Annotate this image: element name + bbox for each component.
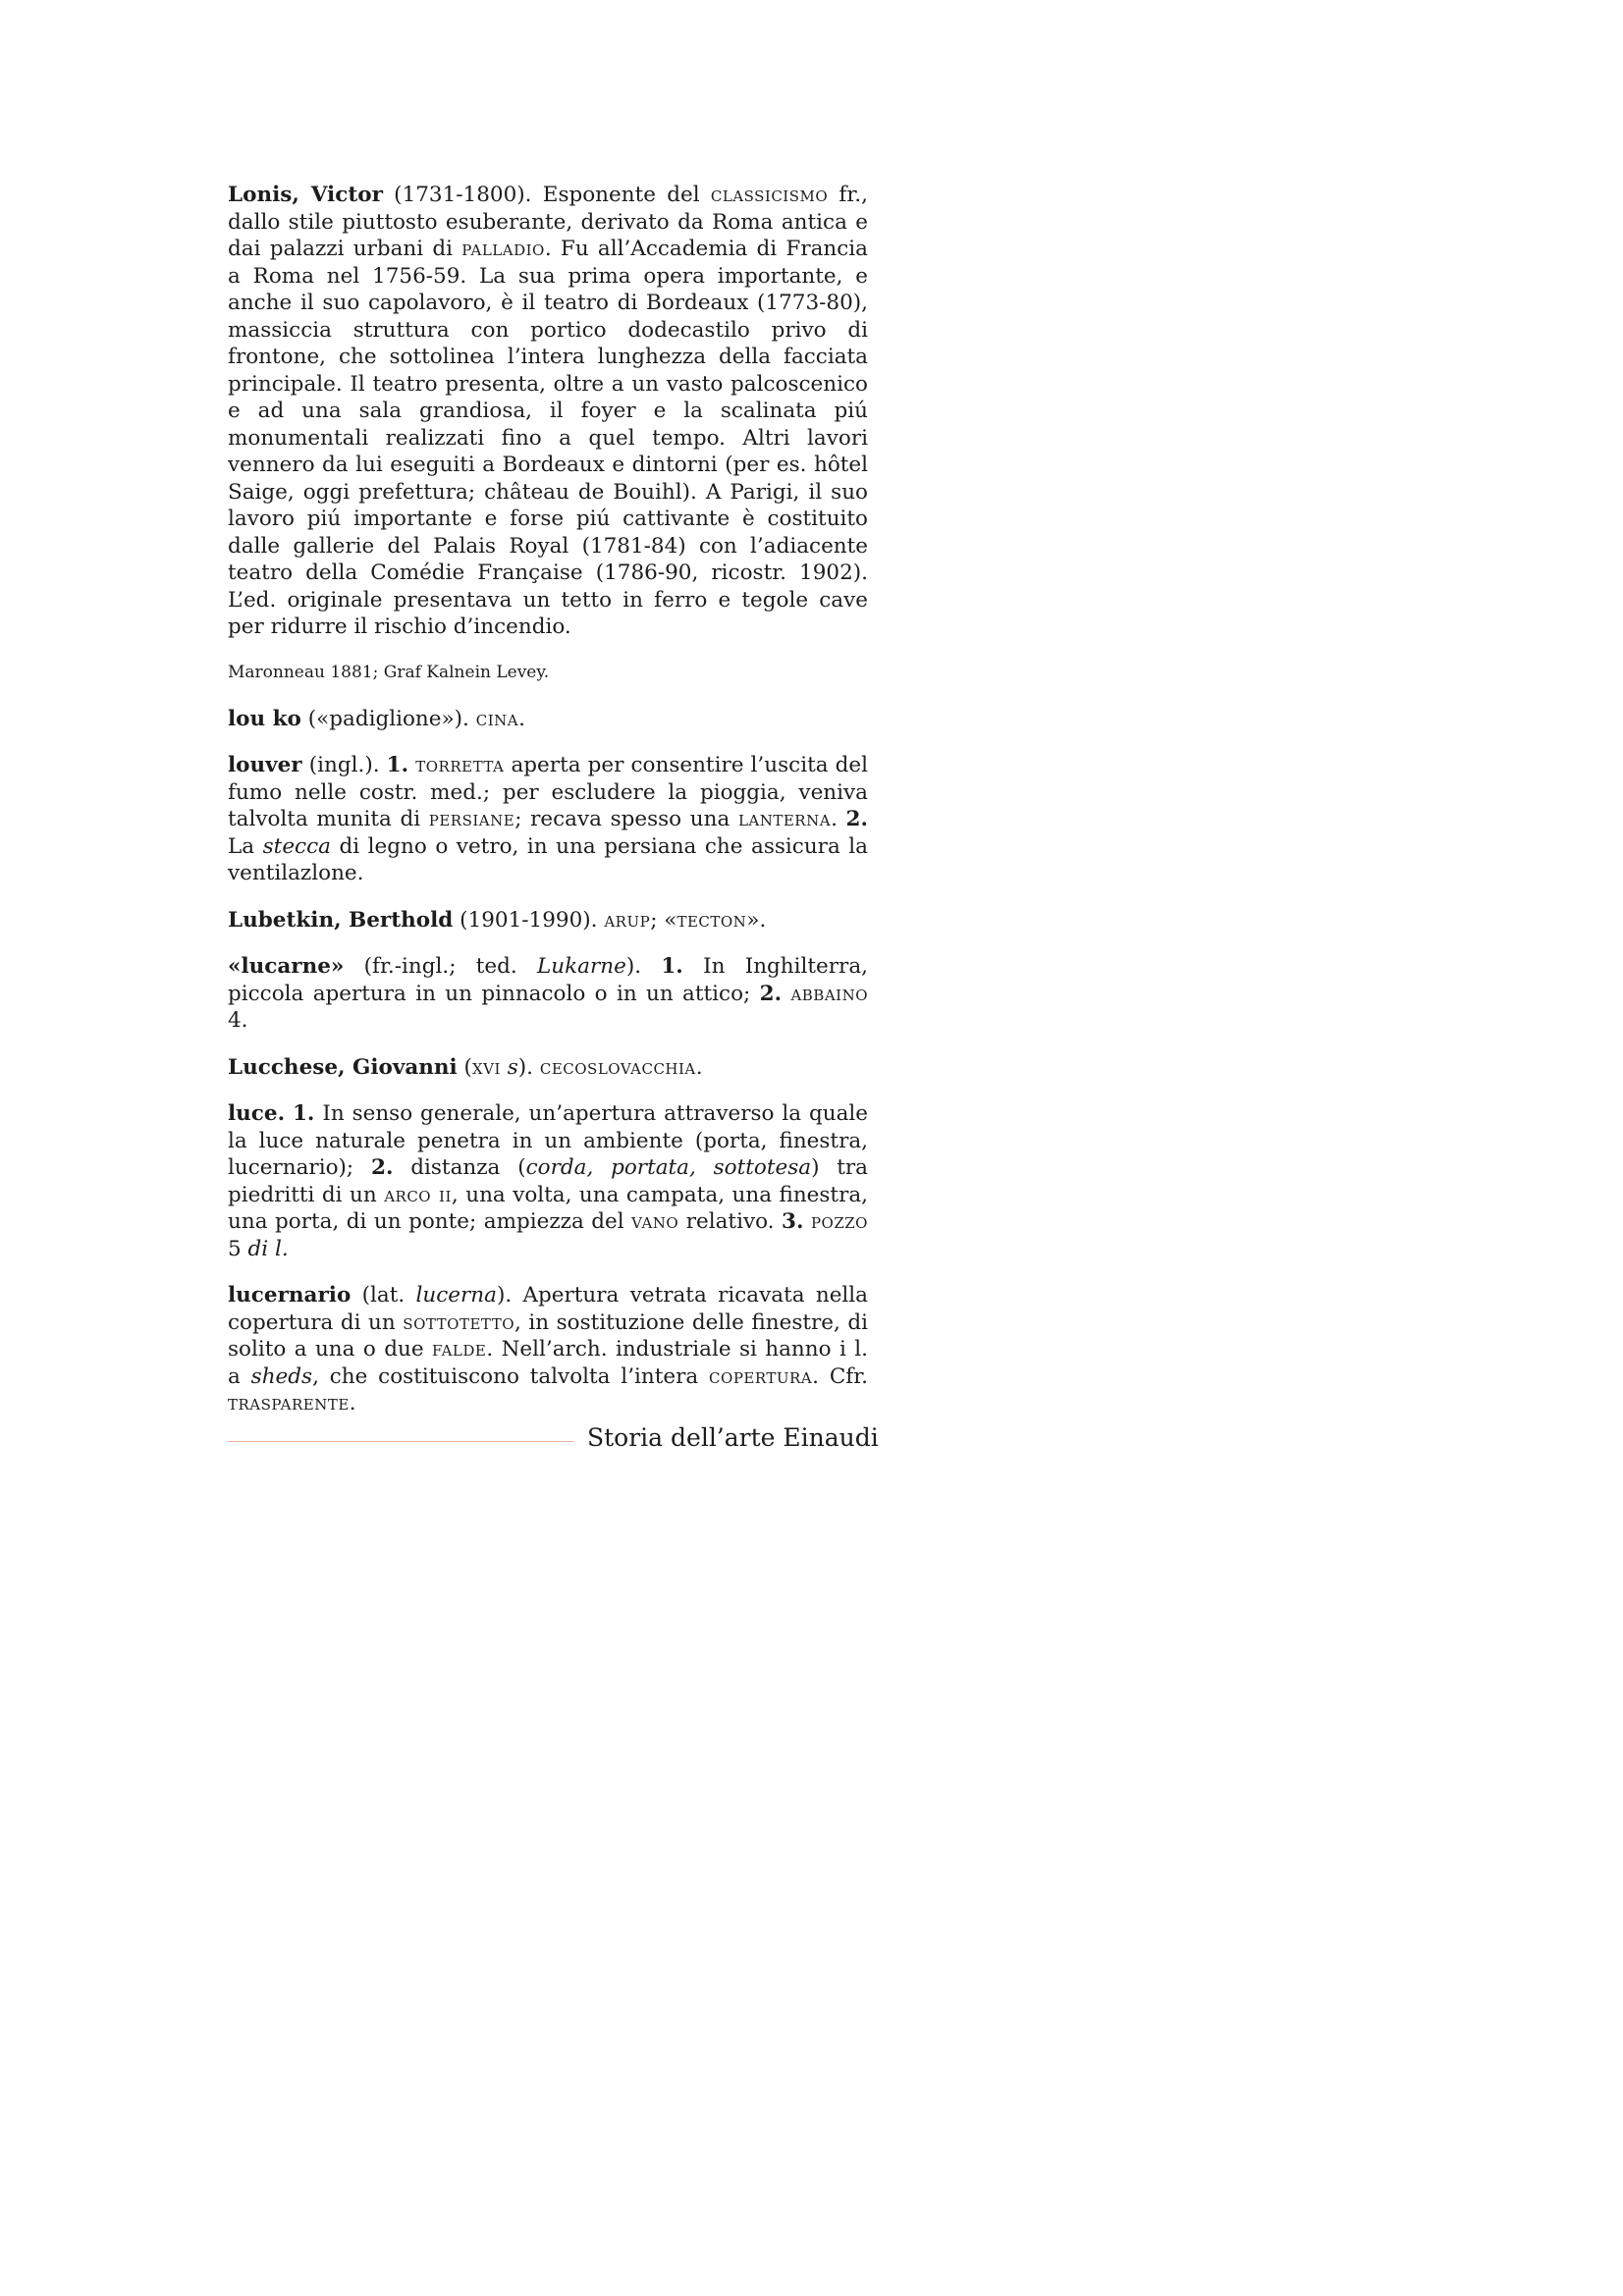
entry-text: ». (746, 907, 767, 933)
cross-reference: torretta (415, 753, 505, 777)
cross-reference: cina (475, 706, 519, 731)
sense-number: 1. (292, 1101, 315, 1126)
dictionary-entry (228, 752, 868, 887)
italic-term: stecca (262, 833, 331, 859)
entry-text: . Cfr. (812, 1363, 868, 1389)
entry-text: fr., dallo stile piuttosto esuberante, derivato da Roma antica e dai palazzi urbani di (228, 183, 868, 261)
entry-text: (1901-1990). (453, 907, 605, 933)
dictionary-entry (228, 1054, 868, 1082)
entry-headword: «lucarne» (228, 954, 345, 979)
entry-references: Maronneau 1881; Graf Kalnein Levey. (228, 662, 550, 682)
entry-text: 4. (228, 1008, 248, 1033)
cross-reference: lanterna (737, 807, 832, 831)
entry-headword: lucernario (228, 1283, 352, 1308)
sense-number: 1. (386, 753, 409, 777)
dictionary-page (228, 182, 868, 1437)
entry-text: (fr.-ingl.; ted. (344, 954, 537, 979)
entry-headword: luce. (228, 1101, 286, 1126)
cross-reference: copertura (709, 1363, 813, 1389)
entry-text: La (228, 833, 263, 859)
footer-publisher: Storia dell’arte Einaudi (587, 1423, 879, 1452)
entry-text: (ingl.). (301, 753, 387, 777)
entry-text: ; recava spesso una (514, 807, 738, 831)
entry-headword: Lonis, Victor (228, 183, 383, 207)
entry-text: , una volta, una campata, una finestra, una porta, di un ponte; ampiezza del (228, 1182, 868, 1234)
entry-text (285, 1101, 293, 1126)
entry-text: ) tra piedritti di un (228, 1155, 869, 1207)
cross-reference: sottotetto (403, 1309, 514, 1335)
entry-text: . (695, 1054, 703, 1080)
sense-number: 1. (661, 954, 683, 979)
cross-reference: abbaino (790, 981, 868, 1006)
entry-text: relativo. (678, 1209, 782, 1234)
sense-number: 3. (781, 1209, 804, 1234)
entry-text: ). (625, 954, 662, 979)
cross-reference: classicismo (710, 183, 829, 207)
cross-reference: pozzo (810, 1209, 868, 1234)
entry-text: . Fu all’Accademia di Francia a Roma nel 1756-59. La sua prima opera importante, e anche il suo capolavoro, è il teatro di Bordeaux (1773-80), massiccia struttura con portico dodecastilo privo di frontone, che sottolinea l’intera lunghezza della facciata principale. Il teatro presenta, oltre a un vasto palcoscenico e ad una sala grandiosa, il foyer e la scalinata piú monumentali realizzati fino a quel tempo. Altri lavori vennero da lui eseguiti a Bordeaux e dintorni (per es. hôtel Saige, oggi prefettura; château de Bouihl). A Parigi, il suo lavoro piú importante e forse piú cattivante è costituito dalle gallerie del Palais Royal (1781-84) con l’adiacente teatro della Comédie Française (1786-90, ricostr. 1902). L’ed. originale presentava un tetto in ferro e tegole cave per ridurre il rischio d’incendio. (228, 237, 868, 639)
dictionary-entry (228, 953, 868, 1035)
sense-number: 2. (370, 1155, 394, 1180)
entry-text: . (518, 706, 525, 731)
italic-term: Lukarne (536, 954, 626, 979)
entry-text: ( (457, 1054, 472, 1080)
italic-term: lucerna (415, 1283, 497, 1308)
cross-reference: arup (604, 907, 651, 933)
entry-text: 5 (228, 1236, 248, 1261)
entry-text: aperta per consentire l’uscita del fumo nelle costr. med.; per escludere la pioggia, veniva talvolta munita di (228, 753, 868, 831)
entry-text: ; « (650, 907, 677, 933)
entry-text: («padiglione»). (300, 706, 476, 731)
entry-text: . (349, 1391, 356, 1415)
dictionary-entry (228, 1100, 868, 1262)
entry-headword: Lucchese, Giovanni (228, 1054, 458, 1080)
entry-text: ). (517, 1054, 540, 1080)
entry-text: ). Apertura vetrata ricavata nella copertura di un (228, 1283, 868, 1335)
italic-term: corda, portata, sottotesa (525, 1155, 812, 1180)
entry-headword: louver (228, 753, 302, 777)
footer-rule (228, 1441, 573, 1442)
italic-term: s (507, 1054, 518, 1080)
entry-text: . Nell’arch. industriale si hanno i l. a (228, 1337, 868, 1389)
entry-text: In senso generale, un’apertura attraverso la quale la luce naturale penetra in un ambiente (porta, finestra, lucernario); (228, 1101, 868, 1180)
cross-reference: vano (631, 1209, 679, 1234)
italic-term: sheds (250, 1363, 313, 1389)
entry-text: (lat. (351, 1283, 416, 1308)
entry-text: (1731-1800). Esponente del (382, 183, 711, 207)
entry-headword: Lubetkin, Berthold (228, 907, 454, 933)
sense-number: 2. (845, 807, 868, 831)
entry-text: di legno o vetro, in una persiana che assicura la ventilazlone. (228, 833, 869, 885)
cross-reference: palladio (461, 237, 545, 261)
entry-text: , in sostituzione delle finestre, di solito a una o due (228, 1309, 869, 1362)
cross-reference: trasparente (228, 1391, 350, 1415)
dictionary-entry (228, 1282, 868, 1417)
cross-reference: persiane (428, 807, 515, 831)
entry-headword: lou ko (228, 706, 301, 731)
entry-text (501, 1055, 508, 1080)
cross-reference: arco ii (384, 1182, 452, 1207)
dictionary-entry (228, 182, 868, 641)
entry-text: In Inghilterra, piccola apertura in un pinnacolo o in un attico; (228, 954, 868, 1006)
sense-number: 2. (759, 981, 783, 1006)
dictionary-entry (228, 706, 868, 733)
entry-text (803, 1209, 811, 1234)
entry-text: , che costituiscono talvolta l’intera (312, 1363, 710, 1389)
cross-reference: tecton (676, 907, 747, 933)
dictionary-entry (228, 907, 868, 934)
cross-reference: xvi (471, 1054, 501, 1080)
entry-text: distanza ( (393, 1155, 526, 1180)
cross-reference: falde (431, 1337, 487, 1362)
entry-text: . (831, 807, 846, 831)
italic-term: di l. (247, 1236, 289, 1261)
cross-reference: cecoslovacchia (539, 1054, 696, 1080)
